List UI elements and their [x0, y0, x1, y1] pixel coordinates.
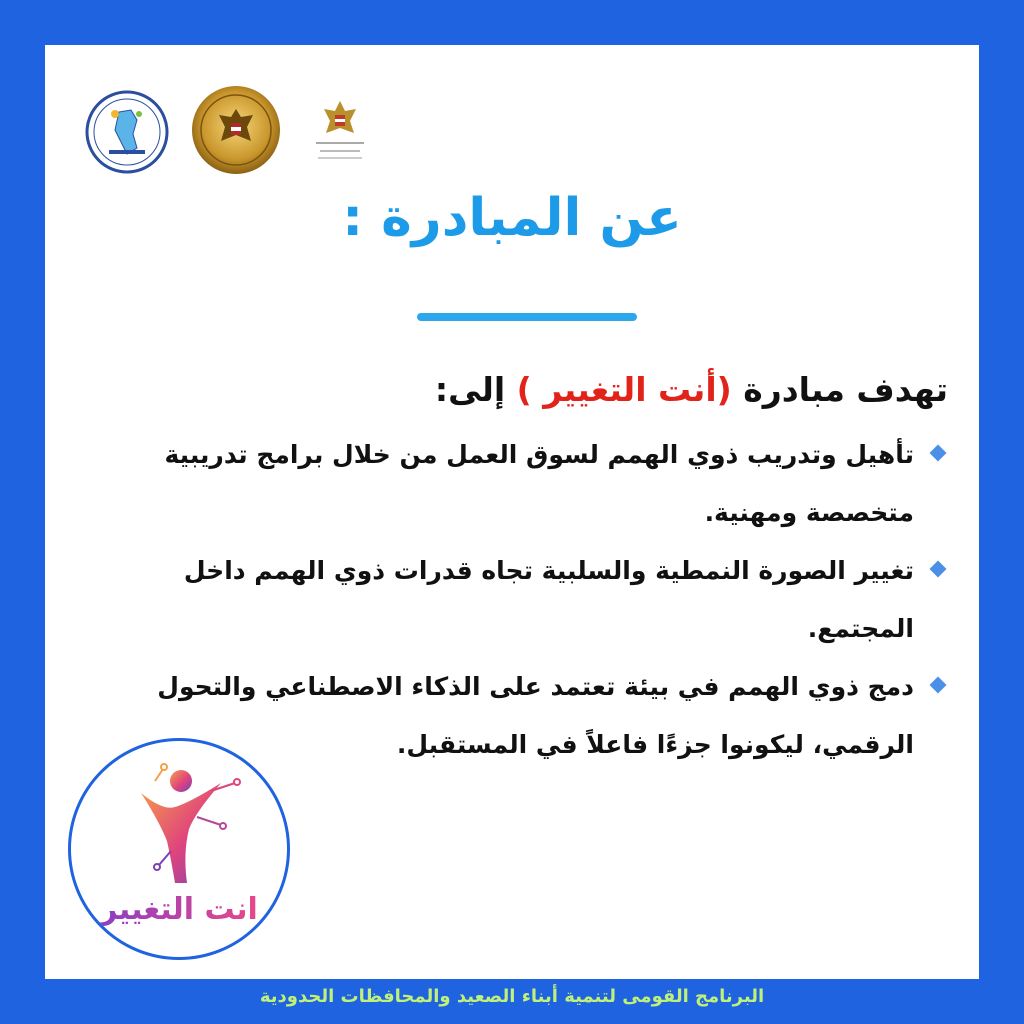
diamond-bullet-icon — [930, 677, 947, 694]
page-title: عن المبادرة : — [342, 188, 682, 248]
you-are-the-change-logo — [68, 738, 290, 960]
diamond-bullet-icon — [930, 445, 947, 462]
goals-list — [148, 426, 948, 774]
ministry-youth-sports-logo — [310, 95, 370, 165]
initiative-logo-text: انت التغيير — [100, 892, 258, 927]
intro-suffix: إلى: — [434, 370, 517, 409]
egypt-eagle-seal-logo — [191, 85, 281, 175]
goal-text: تأهيل وتدريب ذوي الهمم لسوق العمل من خلال برامج تدريبية متخصصة ومهنية. — [164, 440, 914, 527]
initiative-description — [148, 360, 948, 774]
intro-text — [148, 360, 948, 420]
goal-text: دمج ذوي الهمم في بيئة تعتمد على الذكاء الاصطناعي والتحول الرقمي، ليكونوا جزءًا فاعلاً في المستقبل. — [157, 672, 914, 759]
goal-text: تغيير الصورة النمطية والسلبية تجاه قدرات ذوي الهمم داخل المجتمع. — [183, 556, 914, 643]
list-item — [148, 542, 948, 658]
initiative-name-highlight: (أنت التغيير ) — [516, 370, 732, 409]
ministry-social-solidarity-logo — [85, 90, 169, 174]
footer-text: البرنامج القومى لتنمية أبناء الصعيد والمحافظات الحدودية — [259, 986, 765, 1007]
list-item — [148, 426, 948, 542]
partner-logos — [85, 85, 385, 175]
intro-prefix: تهدف مبادرة — [731, 370, 948, 409]
title-underline — [417, 313, 637, 321]
diamond-bullet-icon — [930, 561, 947, 578]
